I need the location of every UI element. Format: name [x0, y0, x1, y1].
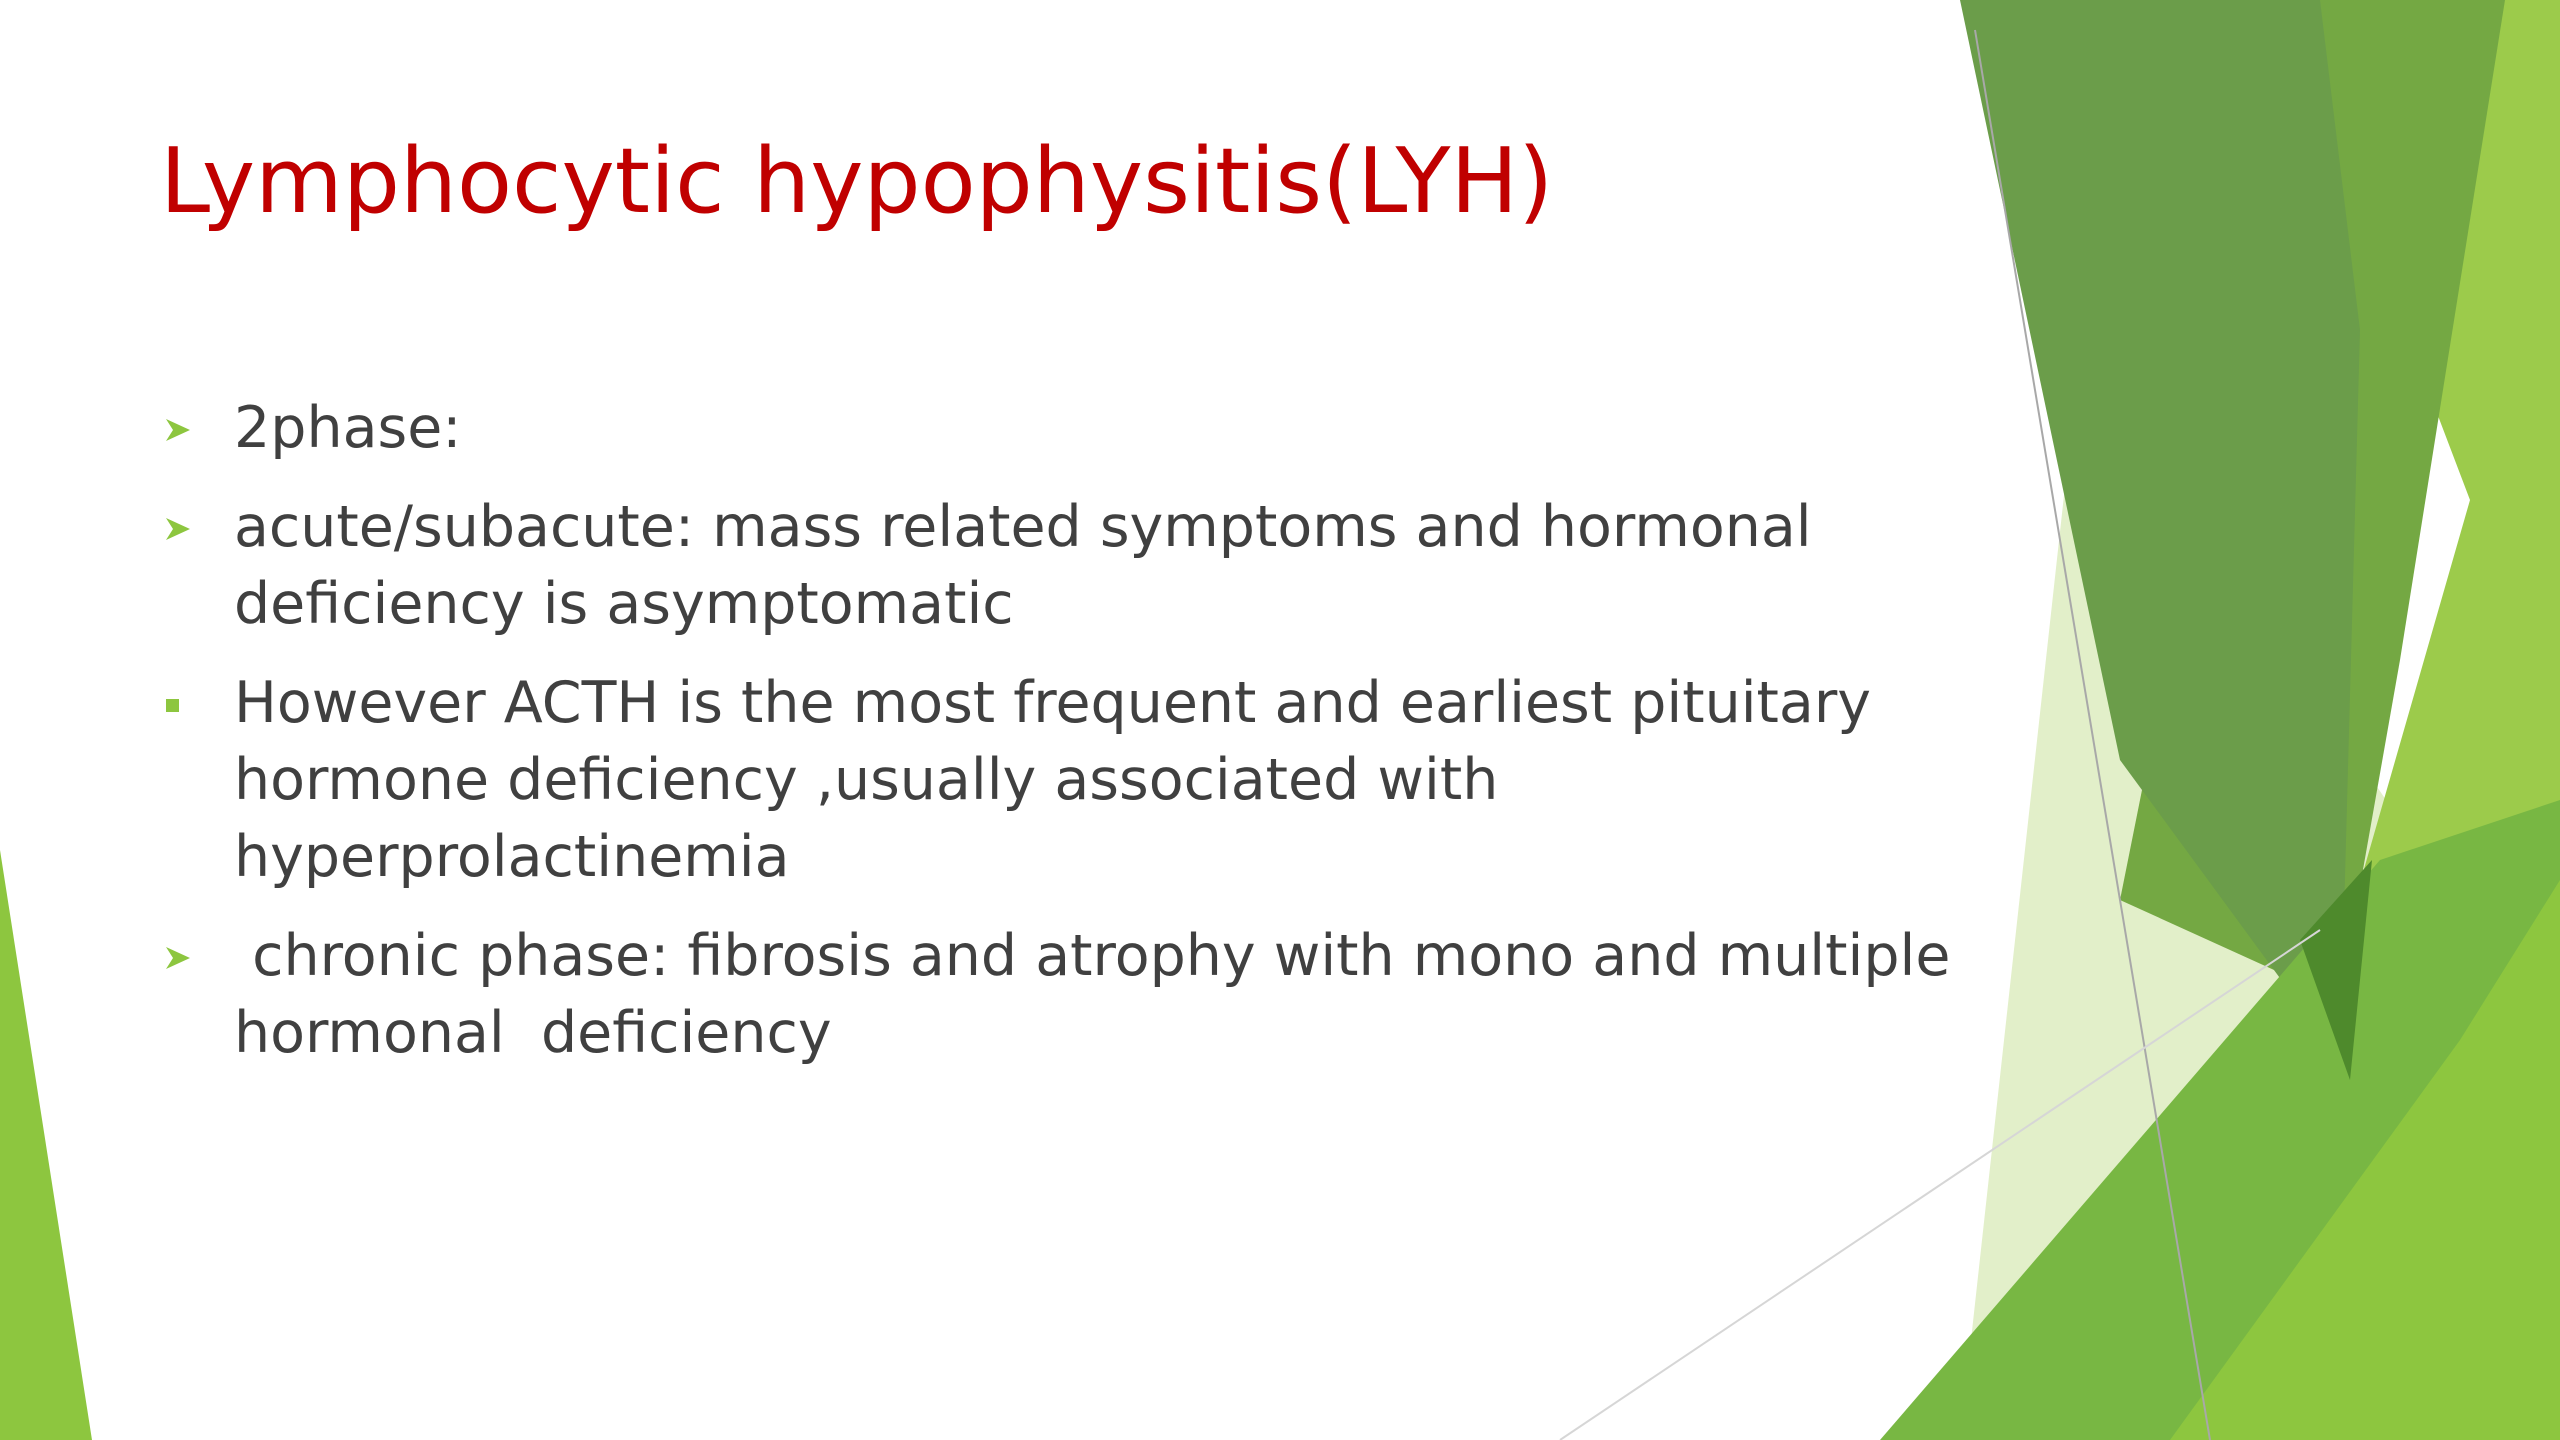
- arrowhead-bullet-icon: [160, 918, 200, 995]
- bullet-item: [160, 390, 2000, 467]
- bullet-text: 2phase:: [234, 395, 462, 461]
- square-bullet-icon: [160, 665, 200, 742]
- bullet-list: [160, 390, 2000, 1094]
- left-edge-facet: [0, 850, 92, 1440]
- arrowhead-bullet-icon: [160, 489, 200, 566]
- bullet-text: However ACTH is the most frequent and earliest pituitary hormone deficiency ,usually associated with hyperprolactinemia: [234, 670, 1871, 890]
- slide-title: Lymphocytic hypophysitis(LYH): [160, 129, 1554, 234]
- bullet-text: chronic phase: fibrosis and atrophy with mono and multiple hormonal deficiency: [234, 923, 1969, 1066]
- arrowhead-bullet-icon: [160, 390, 200, 467]
- bullet-item: [160, 665, 2000, 896]
- bullet-text: acute/subacute: mass related symptoms and hormonal deficiency is asymptomatic: [234, 494, 1812, 637]
- bullet-item: [160, 918, 2000, 1072]
- bullet-item: [160, 489, 2000, 643]
